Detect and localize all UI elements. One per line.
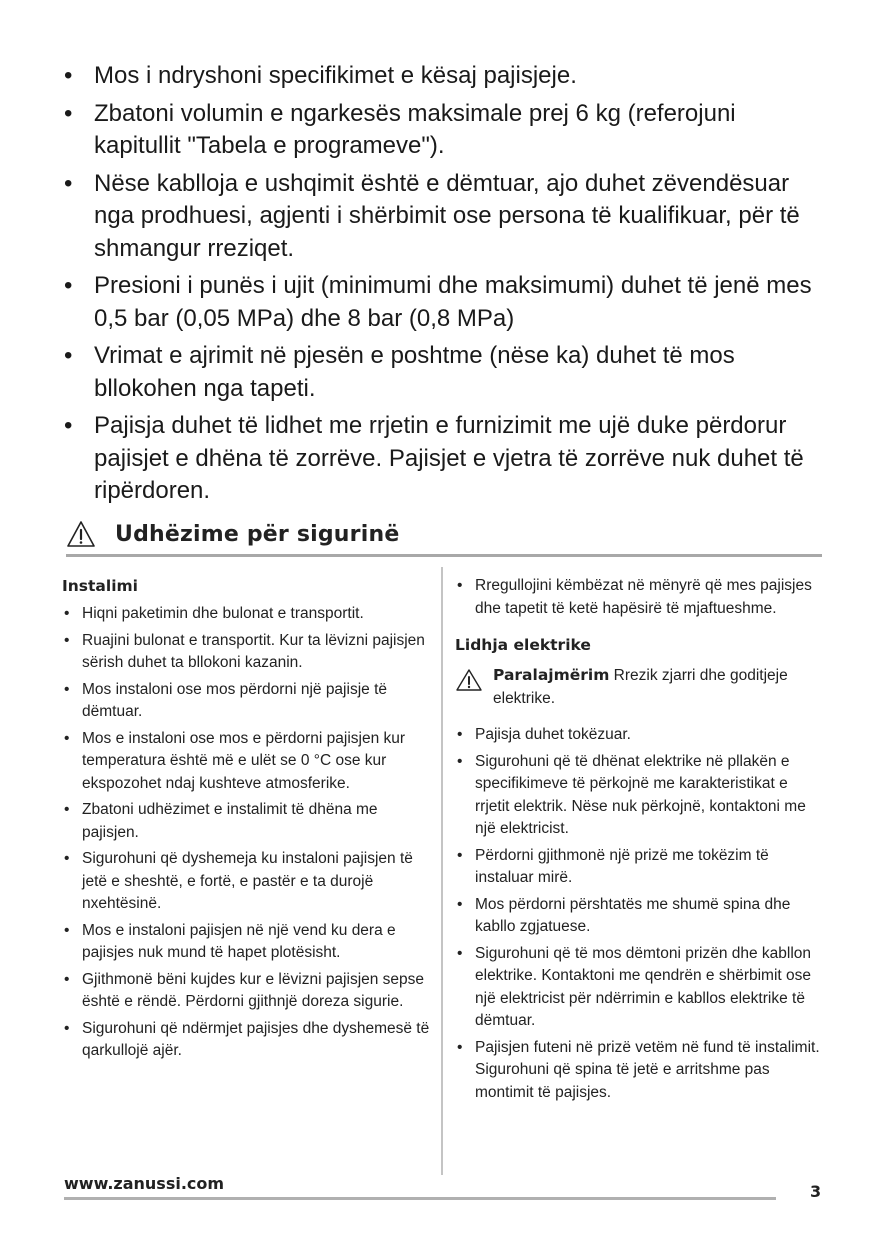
column-divider — [441, 567, 443, 1175]
installation-list-continued — [455, 575, 825, 620]
right-column — [455, 575, 825, 1108]
list-item: • Mos përdorni përshtatës me shumë spina dhe kabllo zgjatuese. — [455, 894, 825, 939]
list-item: • Hiqni paketimin dhe bulonat e transportit. — [62, 603, 432, 626]
list-item: • Nëse kablloja e ushqimit është e dëmtuar, ajo duhet zëvendësuar nga prodhuesi, agjenti i shërbimit ose persona të kualifikuar, për të shmangur rreziqet. — [62, 168, 822, 266]
list-item: • Sigurohuni që të mos dëmtoni prizën dhe kabllon elektrike. Kontaktoni me qendrën e shërbimit ose një elektricist për ndërrimin e kabllos elektrike të dëmtuar. — [455, 943, 825, 1033]
list-item: • Pajisjen futeni në prizë vetëm në fund të instalimit. Sigurohuni që spina të jetë e arritshme pas montimit të pajisjes. — [455, 1037, 825, 1105]
list-item: • Përdorni gjithmonë një prizë me tokëzim të instaluar mirë. — [455, 845, 825, 890]
list-item: • Mos e instaloni pajisjen në një vend ku dera e pajisjes nuk mund të hapet plotësisht. — [62, 920, 432, 965]
list-item: • Rregullojini këmbëzat në mënyrë që mes pajisjes dhe tapetit të ketë hapësirë të mjaftueshme. — [455, 575, 825, 620]
warning-triangle-icon — [66, 520, 96, 548]
warning-text: Rrezik zjarri dhe goditjeje elektrike. — [493, 667, 788, 707]
list-item: • Pajisja duhet tokëzuar. — [455, 724, 825, 747]
list-item: • Mos i ndryshoni specifikimet e kësaj pajisjeje. — [62, 60, 822, 93]
list-item: • Sigurohuni që ndërmjet pajisjes dhe dyshemesë të qarkullojë ajër. — [62, 1018, 432, 1063]
list-item: • Vrimat e ajrimit në pjesën e poshtme (nëse ka) duhet të mos bllokohen nga tapeti. — [62, 340, 822, 405]
warning-label: Paralajmërim — [493, 666, 610, 684]
left-column — [62, 575, 432, 1067]
list-item: • Presioni i punës i ujit (minimumi dhe maksimumi) duhet të jenë mes 0,5 bar (0,05 MPa) dhe 8 bar (0,8 MPa) — [62, 270, 822, 335]
page-number: 3 — [810, 1182, 822, 1201]
installation-heading: Instalimi — [62, 577, 138, 595]
list-item: • Ruajini bulonat e transportit. Kur ta lëvizni pajisjen sërish duhet ta bllokoni kazanin. — [62, 630, 432, 675]
installation-list — [62, 603, 432, 1063]
list-item: • Pajisja duhet të lidhet me rrjetin e furnizimit me ujë duke përdorur pajisjet e dhëna të zorrëve. Pajisjet e vjetra të zorrëve nuk duhet të ripërdoren. — [62, 410, 822, 508]
warning-triangle-icon — [455, 668, 483, 692]
list-item: • Zbatoni udhëzimet e instalimit të dhëna me pajisjen. — [62, 799, 432, 844]
list-item: • Sigurohuni që dyshemeja ku instaloni pajisjen të jetë e sheshtë, e fortë, e pastër e ta durojë nxehtësinë. — [62, 848, 432, 916]
list-item: • Mos instaloni ose mos përdorni një pajisje të dëmtuar. — [62, 679, 432, 724]
electrical-list — [455, 724, 825, 1104]
list-item: • Zbatoni volumin e ngarkesës maksimale prej 6 kg (referojuni kapitullit "Tabela e programeve"). — [62, 98, 822, 163]
list-item: • Sigurohuni që të dhënat elektrike në pllakën e specifikimeve të përkojnë me karakteristikat e rrjetit elektrik. Nëse nuk përkojnë, kontaktoni me një elektricist. — [455, 751, 825, 841]
footer-website-link[interactable]: www.zanussi.com — [64, 1174, 225, 1193]
section-title: Udhëzime për sigurinë — [115, 522, 400, 547]
list-item: • Gjithmonë bëni kujdes kur e lëvizni pajisjen sepse është e rëndë. Përdorni gjithnjë doreza sigurie. — [62, 969, 432, 1014]
section-header — [66, 520, 822, 557]
top-bullet-list — [62, 60, 822, 513]
list-item: • Mos e instaloni ose mos e përdorni pajisjen kur temperatura është më e ulët se 0 °C ose kur ekspozohet ndaj kushteve atmosferike. — [62, 728, 432, 796]
footer-divider — [64, 1197, 776, 1200]
warning-note — [455, 664, 825, 710]
electrical-connection-heading: Lidhja elektrike — [455, 636, 591, 654]
